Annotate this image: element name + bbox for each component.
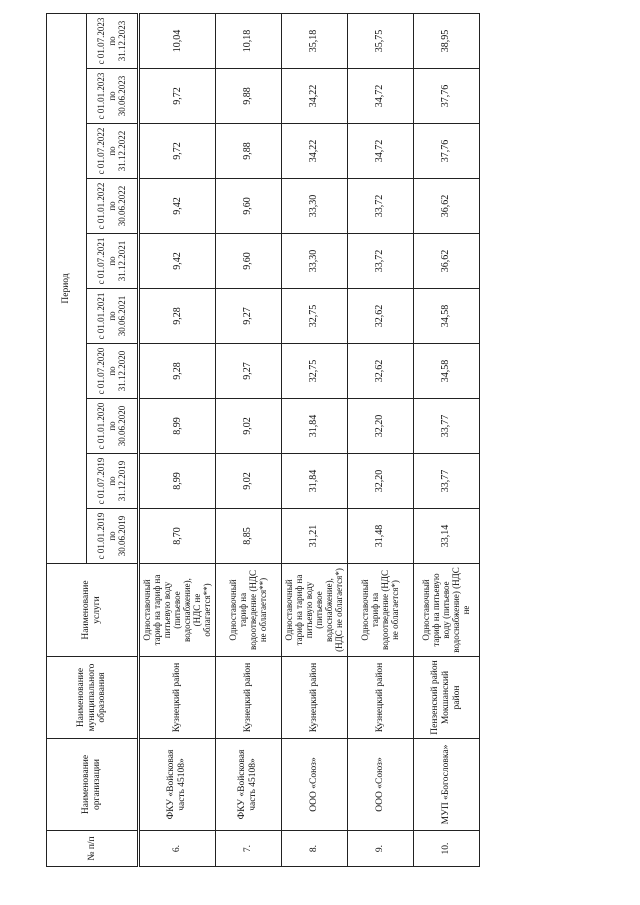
row-number: 7.	[215, 831, 281, 867]
tariff-value: 33,72	[347, 179, 413, 234]
period-date-header: с 01.07.2022 по 31.12.2022	[87, 124, 139, 179]
header-number: № п/п	[47, 831, 139, 867]
service-name: Одноставочный тариф на тариф на питьевую воду (питьевое водоснабжение), (НДС не облагается*)	[281, 564, 347, 657]
tariff-value: 34,72	[347, 124, 413, 179]
tariff-value: 36,62	[413, 179, 479, 234]
municipal-name: Кузнецкий район	[215, 657, 281, 739]
period-date-header: с 01.01.2019 по 30.06.2019	[87, 509, 139, 564]
tariff-value: 36,62	[413, 234, 479, 289]
tariff-value: 9,28	[139, 344, 216, 399]
tariff-value: 9,28	[139, 289, 216, 344]
tariff-value: 9,42	[139, 234, 216, 289]
tariff-value: 33,14	[413, 509, 479, 564]
period-date-header: с 01.07.2019 по 31.12.2019	[87, 454, 139, 509]
tariff-value: 8,99	[139, 454, 216, 509]
period-date-header: с 01.01.2020 по 30.06.2020	[87, 399, 139, 454]
tariff-value: 32,20	[347, 399, 413, 454]
header-period: Период	[47, 14, 87, 564]
table-row	[281, 14, 347, 867]
tariff-value: 8,99	[139, 399, 216, 454]
tariff-value: 34,22	[281, 69, 347, 124]
tariff-value: 8,70	[139, 509, 216, 564]
header-organization: Наименование организации	[47, 739, 139, 831]
tariff-value: 9,88	[215, 124, 281, 179]
tariff-value: 9,27	[215, 289, 281, 344]
service-name: Одноставочный тариф на тариф на питьевую воду (питьевое водоснабжение), (НДС не облагается**)	[139, 564, 216, 657]
tariff-value: 32,20	[347, 454, 413, 509]
service-name: Одноставочный тариф на питьевую воду (питьевое водоснабжение) (НДС не	[413, 564, 479, 657]
row-number: 8.	[281, 831, 347, 867]
tariff-value: 33,30	[281, 179, 347, 234]
tariff-value: 32,62	[347, 344, 413, 399]
tariff-value: 32,75	[281, 289, 347, 344]
municipal-name: Кузнецкий район	[347, 657, 413, 739]
tariff-value: 31,84	[281, 399, 347, 454]
period-date-header: с 01.01.2022 по 30.06.2022	[87, 179, 139, 234]
tariff-value: 10,04	[139, 14, 216, 69]
tariff-value: 9,02	[215, 399, 281, 454]
organization-name: ФКУ «Войсковая часть 45108»	[215, 739, 281, 831]
tariff-value: 38,95	[413, 14, 479, 69]
tariff-table	[46, 13, 480, 867]
table-row	[347, 14, 413, 867]
tariff-value: 9,72	[139, 124, 216, 179]
tariff-value: 35,75	[347, 14, 413, 69]
tariff-value: 34,58	[413, 289, 479, 344]
period-date-header: с 01.07.2021 по 31.12.2021	[87, 234, 139, 289]
tariff-value: 33,72	[347, 234, 413, 289]
tariff-value: 8,85	[215, 509, 281, 564]
tariff-value: 33,77	[413, 399, 479, 454]
tariff-value: 31,21	[281, 509, 347, 564]
tariff-value: 34,58	[413, 344, 479, 399]
header-municipal: Наименование муниципального образования	[47, 657, 139, 739]
tariff-value: 10,18	[215, 14, 281, 69]
municipal-name: Кузнецкий район	[139, 657, 216, 739]
service-name: Одноставочный тариф на водоотведение (НДС не облагается**)	[215, 564, 281, 657]
tariff-value: 34,22	[281, 124, 347, 179]
organization-name: ООО «Союз»	[347, 739, 413, 831]
header-service: Наименование услуги	[47, 564, 139, 657]
tariff-value: 37,76	[413, 124, 479, 179]
tariff-value: 9,27	[215, 344, 281, 399]
tariff-value: 9,02	[215, 454, 281, 509]
tariff-value: 9,72	[139, 69, 216, 124]
tariff-value: 9,60	[215, 234, 281, 289]
organization-name: ФКУ «Войсковая часть 45108»	[139, 739, 216, 831]
tariff-value: 32,62	[347, 289, 413, 344]
row-number: 9.	[347, 831, 413, 867]
tariff-value: 37,76	[413, 69, 479, 124]
period-date-header: с 01.01.2021 по 30.06.2021	[87, 289, 139, 344]
period-date-header: с 01.07.2023 по 31.12.2023	[87, 14, 139, 69]
municipal-name: Пензенский район Мокшанский район	[413, 657, 479, 739]
row-number: 10.	[413, 831, 479, 867]
municipal-name: Кузнецкий район	[281, 657, 347, 739]
tariff-value: 9,88	[215, 69, 281, 124]
tariff-value: 34,72	[347, 69, 413, 124]
tariff-value: 9,60	[215, 179, 281, 234]
organization-name: ООО «Союз»	[281, 739, 347, 831]
tariff-value: 32,75	[281, 344, 347, 399]
table-body	[139, 14, 480, 867]
table-row	[139, 14, 216, 867]
period-date-header: с 01.01.2023 по 30.06.2023	[87, 69, 139, 124]
service-name: Одноставочный тариф на водоотведение (НДС не облагается*)	[347, 564, 413, 657]
table-row	[413, 14, 479, 867]
tariff-value: 9,42	[139, 179, 216, 234]
tariff-value: 33,77	[413, 454, 479, 509]
tariff-value: 31,48	[347, 509, 413, 564]
tariff-value: 31,84	[281, 454, 347, 509]
tariff-value: 33,30	[281, 234, 347, 289]
row-number: 6.	[139, 831, 216, 867]
table-row	[215, 14, 281, 867]
organization-name: МУП «Богословка»	[413, 739, 479, 831]
period-date-header: с 01.07.2020 по 31.12.2020	[87, 344, 139, 399]
tariff-value: 35,18	[281, 14, 347, 69]
